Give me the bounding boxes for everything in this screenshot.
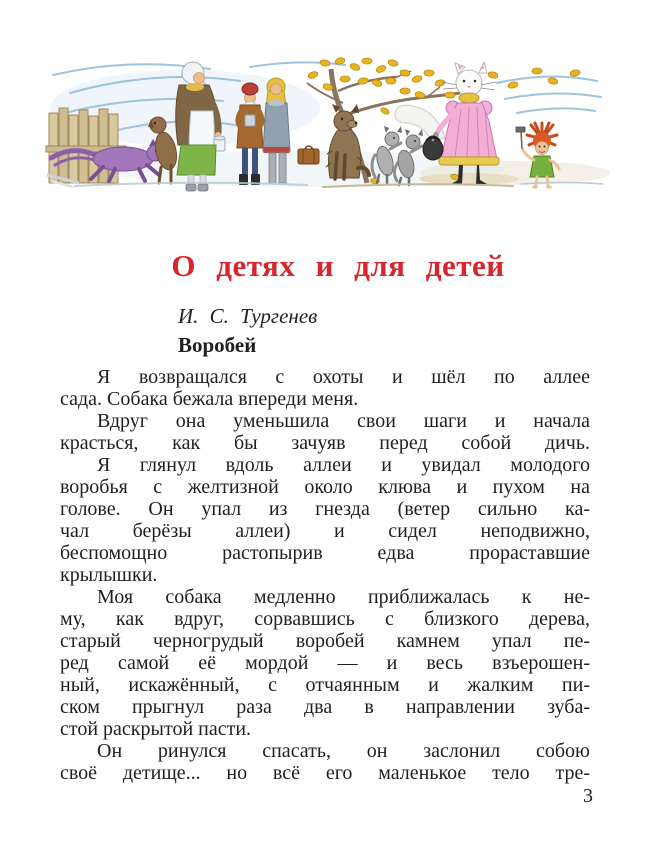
story-line: своё детище... но всё его маленькое тело тре- xyxy=(60,762,590,784)
story-body xyxy=(60,366,590,784)
story-line: Я возвращался с охоты и шёл по аллее xyxy=(97,366,590,388)
sitting-dog xyxy=(326,104,369,179)
story-line: ред самой её мордой — и весь взъерошен- xyxy=(60,652,590,674)
story-line: красться, как бы зачуяв перед собой дичь. xyxy=(60,432,590,454)
story-line: ском прыгнул раза два в направлении зуба- xyxy=(60,696,590,718)
story-line: му, как вдруг, сорвавшись с близкого дерева, xyxy=(60,608,590,630)
header-illustration xyxy=(45,52,610,194)
story-line: старый черногрудый воробей камнем упал пе- xyxy=(60,630,590,652)
story-line: воробья с желтизной около клюва и пухом на xyxy=(60,476,590,498)
story-line: Вдруг она уменьшила свои шаги и начала xyxy=(97,410,590,432)
story-line: стой раскрытой пасти. xyxy=(60,718,252,740)
story-line: Он ринулся спасать, он заслонил собою xyxy=(97,740,590,762)
story-line: Моя собака медленно приближалась к не- xyxy=(97,586,590,608)
story-line: беспомощно растопырив едва прораставшие xyxy=(60,542,590,564)
story-line: крылышки. xyxy=(60,564,158,586)
suitcase xyxy=(298,146,319,164)
story-author: И. С. Тургенев xyxy=(178,304,318,328)
story-line: ный, искажённый, с отчаянным и жалким пи- xyxy=(60,674,590,696)
section-title: О детях и для детей xyxy=(171,248,505,283)
story-line: голове. Он упал из гнезда (ветер сильно ка- xyxy=(60,498,590,520)
story-line: сада. Собака бежала впереди меня. xyxy=(60,388,359,410)
story-line: Я глянул вдоль аллеи и увидал молодого xyxy=(97,454,590,476)
page-number: 3 xyxy=(583,785,593,807)
story-title: Воробей xyxy=(178,333,257,357)
story-line: чал берёзы аллеи) и сидел неподвижно, xyxy=(60,520,590,542)
